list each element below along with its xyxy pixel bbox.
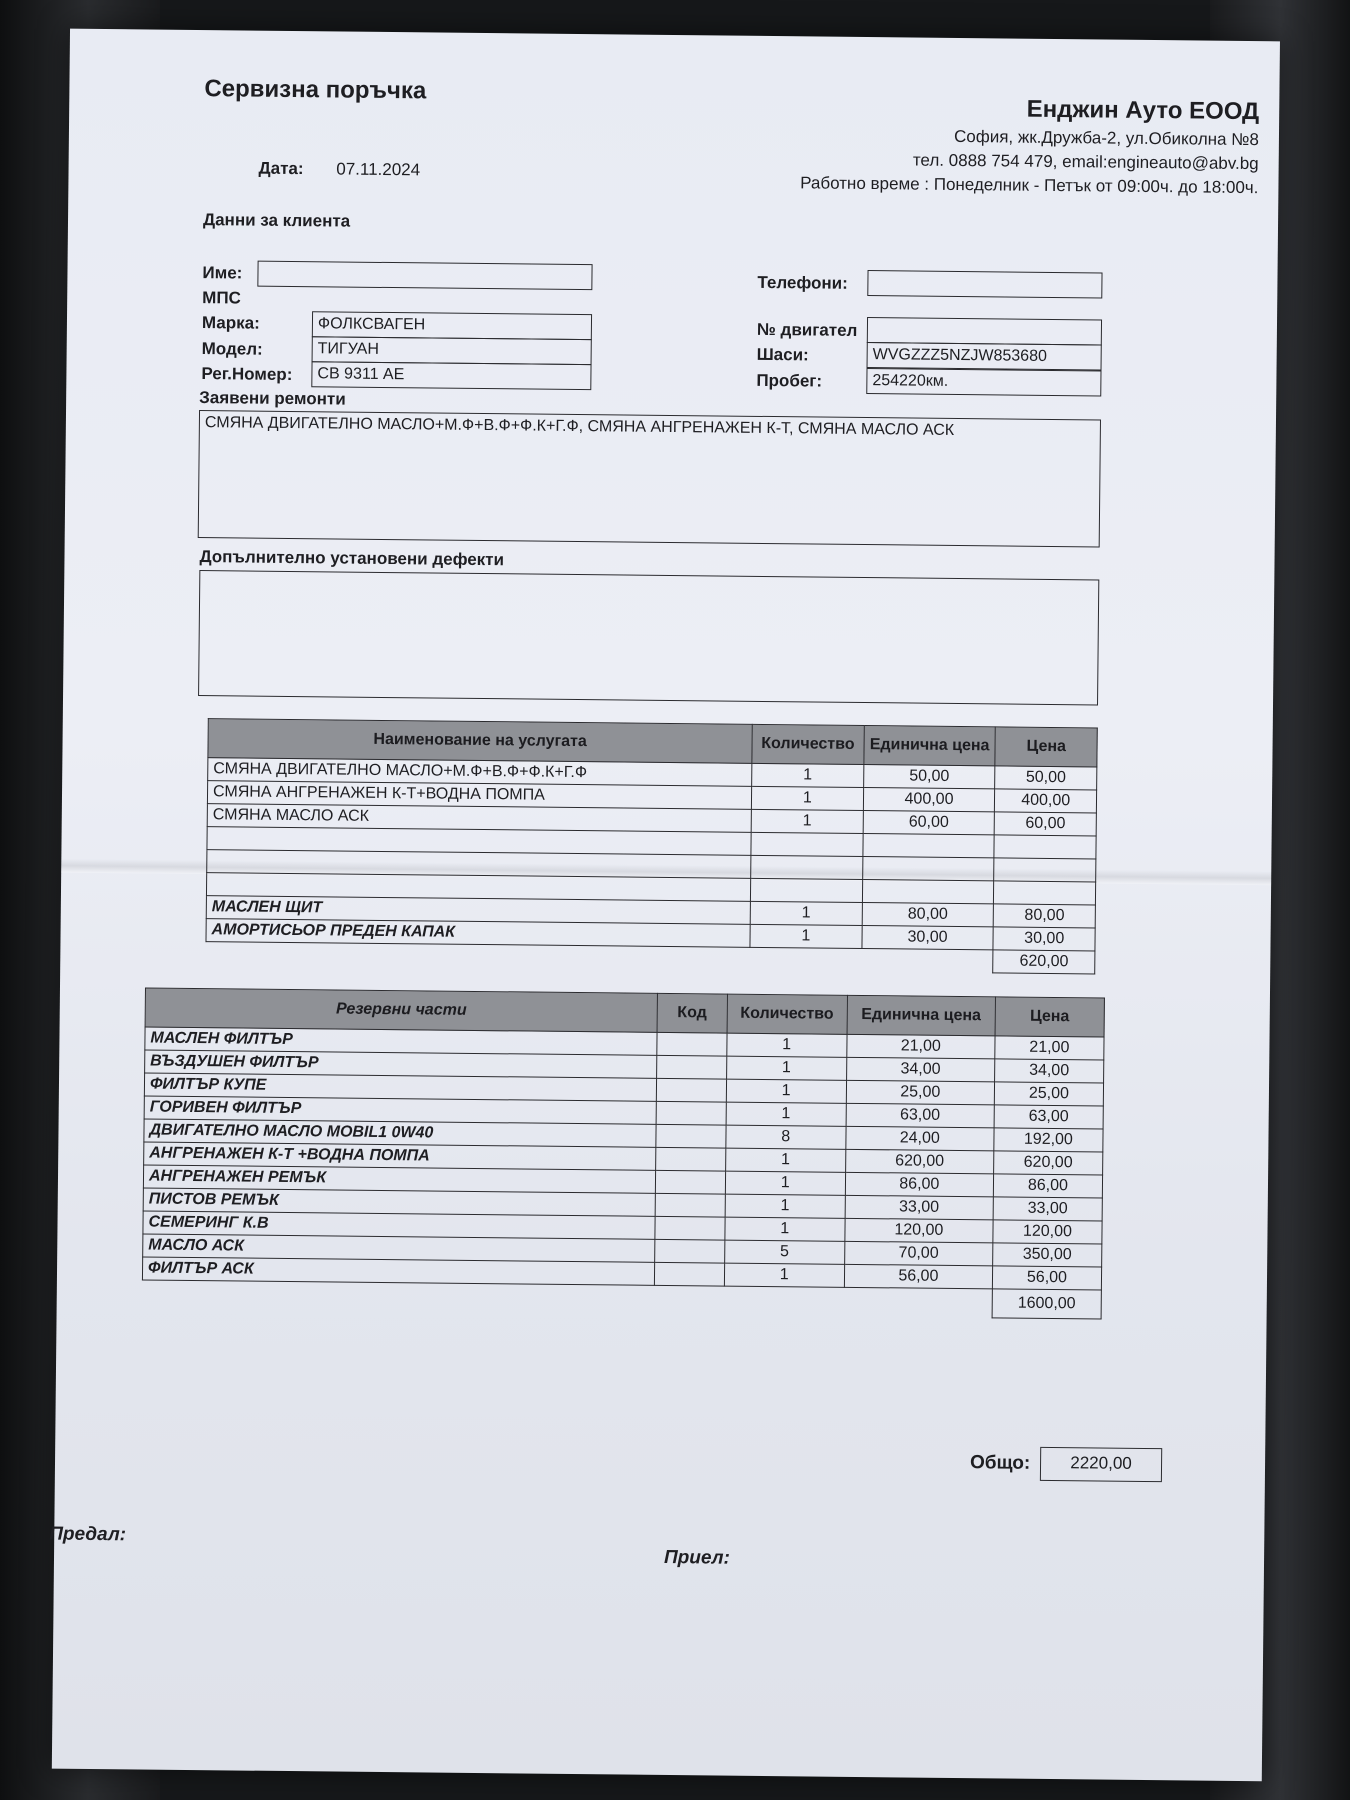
service-qty <box>751 855 863 879</box>
part-code <box>656 1101 726 1125</box>
service-unit-price: 60,00 <box>863 811 995 835</box>
part-qty: 1 <box>724 1263 844 1287</box>
part-name: ДВИГАТЕЛНО МАСЛО MOBIL1 0W40 <box>144 1119 656 1147</box>
service-name: МАСЛЕН ЩИТ <box>206 896 750 925</box>
service-qty: 1 <box>751 786 863 810</box>
part-code <box>657 1032 727 1056</box>
engine-label: № двигател <box>756 319 858 340</box>
company-contacts: тел. 0888 754 479, email:engineauto@abv.bg <box>912 150 1259 174</box>
service-price: 80,00 <box>994 904 1096 928</box>
service-unit-price <box>863 834 995 858</box>
service-qty <box>751 832 863 856</box>
services-total: 620,00 <box>993 950 1095 974</box>
part-price: 25,00 <box>994 1082 1103 1106</box>
defects-text[interactable] <box>198 570 1099 705</box>
phones-field[interactable] <box>867 270 1102 298</box>
part-price: 63,00 <box>994 1105 1103 1129</box>
part-name: СЕМЕРИНГ К.В <box>143 1211 655 1239</box>
service-price <box>994 881 1096 905</box>
model-field[interactable]: ТИГУАН <box>312 336 592 365</box>
client-section-title: Данни за клиента <box>202 210 351 231</box>
service-unit-price <box>862 857 994 881</box>
part-unit-price: 63,00 <box>846 1103 994 1128</box>
service-qty: 1 <box>750 924 862 948</box>
parts-header-name: Резервни части <box>145 988 657 1032</box>
service-price: 30,00 <box>993 927 1095 951</box>
part-qty: 1 <box>726 1079 846 1103</box>
part-unit-price: 70,00 <box>844 1241 992 1266</box>
repairs-title: Заявени ремонти <box>199 388 346 409</box>
part-qty: 1 <box>726 1033 846 1057</box>
received-by-label: Приел: <box>663 1546 730 1569</box>
part-qty: 5 <box>724 1240 844 1264</box>
chassis-label: Шаси: <box>756 344 809 365</box>
service-name: СМЯНА АНГРЕНАЖЕН К-Т+ВОДНА ПОМПА <box>207 781 751 810</box>
part-unit-price: 56,00 <box>844 1264 992 1289</box>
parts-total: 1600,00 <box>992 1289 1101 1319</box>
part-name: ГОРИВЕН ФИЛТЪР <box>144 1096 656 1124</box>
part-unit-price: 24,00 <box>846 1126 994 1151</box>
grand-total-value: 2220,00 <box>1040 1447 1162 1482</box>
part-qty: 1 <box>726 1102 846 1126</box>
part-code <box>657 1055 727 1079</box>
grand-total-label: Общо: <box>969 1452 1031 1474</box>
chassis-field[interactable]: WVGZZZ5NZJW853680 <box>867 342 1102 370</box>
part-code <box>655 1216 725 1240</box>
part-name: МАСЛО АСК <box>143 1234 655 1262</box>
service-qty: 1 <box>752 763 864 787</box>
part-unit-price: 21,00 <box>847 1034 995 1059</box>
part-price: 86,00 <box>993 1174 1102 1198</box>
part-price: 21,00 <box>995 1036 1104 1060</box>
service-unit-price: 30,00 <box>862 926 994 950</box>
part-price: 34,00 <box>994 1059 1103 1083</box>
date-label: Дата: <box>258 158 304 179</box>
part-code <box>656 1147 726 1171</box>
services-header-unit: Единична цена <box>864 726 996 766</box>
parts-header-price: Цена <box>995 997 1104 1037</box>
part-price: 620,00 <box>994 1151 1103 1175</box>
make-field[interactable]: ФОЛКСВАГЕН <box>312 311 592 340</box>
service-unit-price: 80,00 <box>862 903 994 927</box>
name-field[interactable] <box>257 261 592 291</box>
part-qty: 8 <box>725 1125 845 1149</box>
part-price: 120,00 <box>993 1220 1102 1244</box>
part-name: АНГРЕНАЖЕН РЕМЪК <box>143 1165 655 1193</box>
part-code <box>655 1170 725 1194</box>
date-row <box>258 159 420 181</box>
part-qty: 1 <box>726 1056 846 1080</box>
service-qty <box>750 878 862 902</box>
services-table <box>205 718 1098 974</box>
services-header-qty: Количество <box>752 724 864 764</box>
service-price <box>994 858 1096 882</box>
document-title: Сервизна поръчка <box>204 75 427 105</box>
part-code <box>655 1193 725 1217</box>
service-name: СМЯНА ДВИГАТЕЛНО МАСЛО+М.Ф+В.Ф+Ф.К+Г.Ф <box>208 758 752 787</box>
date-value: 07.11.2024 <box>336 159 421 180</box>
part-qty: 1 <box>725 1171 845 1195</box>
part-qty: 1 <box>725 1217 845 1241</box>
part-price: 192,00 <box>994 1128 1103 1152</box>
service-price <box>994 835 1096 859</box>
reg-label: Рег.Номер: <box>201 364 293 385</box>
company-address: София, жк.Дружба-2, ул.Обиколна №8 <box>953 126 1260 150</box>
part-name: МАСЛЕН ФИЛТЪР <box>145 1027 657 1055</box>
service-unit-price: 50,00 <box>863 765 995 789</box>
part-unit-price: 25,00 <box>846 1080 994 1105</box>
part-code <box>655 1239 725 1263</box>
part-unit-price: 34,00 <box>846 1057 994 1082</box>
service-price: 50,00 <box>995 766 1097 790</box>
name-label: Име: <box>202 263 243 283</box>
part-name: ВЪЗДУШЕН ФИЛТЪР <box>145 1050 657 1078</box>
parts-table <box>142 988 1105 1320</box>
phones-label: Телефони: <box>757 272 848 293</box>
part-name: ПИСТОВ РЕМЪК <box>143 1188 655 1216</box>
service-price: 60,00 <box>995 812 1097 836</box>
part-name: ФИЛТЪР АСК <box>142 1257 654 1285</box>
service-unit-price <box>862 880 994 904</box>
part-price: 350,00 <box>993 1243 1102 1267</box>
part-price: 56,00 <box>992 1266 1101 1290</box>
parts-header-unit: Единична цена <box>847 995 995 1036</box>
service-name: СМЯНА МАСЛО АСК <box>207 804 751 833</box>
parts-header-code: Код <box>657 993 727 1033</box>
part-unit-price: 33,00 <box>845 1195 993 1220</box>
part-qty: 1 <box>725 1148 845 1172</box>
parts-header-qty: Количество <box>727 994 848 1034</box>
part-unit-price: 120,00 <box>845 1218 993 1243</box>
engine-field[interactable] <box>867 317 1102 345</box>
company-name: Енджин Ауто ЕООД <box>1026 95 1260 126</box>
vehicle-label: МПС <box>202 288 241 308</box>
company-hours: Работно време : Понеделник - Петък от 09:00ч. до 18:00ч. <box>800 173 1259 198</box>
part-price: 33,00 <box>993 1197 1102 1221</box>
service-qty: 1 <box>750 901 862 925</box>
services-header-name: Наименование на услугата <box>208 719 752 764</box>
part-code <box>656 1078 726 1102</box>
part-code <box>654 1262 724 1286</box>
service-qty: 1 <box>751 809 863 833</box>
company-info <box>800 91 1259 200</box>
make-label: Марка: <box>201 313 260 333</box>
defects-title: Допълнително установени дефекти <box>199 547 505 570</box>
model-label: Модел: <box>201 339 263 359</box>
service-name: АМОРТИСЬОР ПРЕДЕН КАПАК <box>206 919 750 948</box>
part-unit-price: 620,00 <box>845 1149 993 1174</box>
service-unit-price: 400,00 <box>863 788 995 812</box>
handed-by-label: Предал: <box>49 1523 127 1546</box>
part-unit-price: 86,00 <box>845 1172 993 1197</box>
part-code <box>656 1124 726 1148</box>
part-name: ФИЛТЪР КУПЕ <box>144 1073 656 1101</box>
repairs-text[interactable]: СМЯНА ДВИГАТЕЛНО МАСЛО+М.Ф+В.Ф+Ф.К+Г.Ф, СМЯНА АНГРЕНАЖЕН К-Т, СМЯНА МАСЛО АСК <box>198 410 1101 547</box>
reg-field[interactable]: СВ 9311 АЕ <box>311 361 591 390</box>
service-order-document <box>49 29 1280 1782</box>
part-qty: 1 <box>725 1194 845 1218</box>
services-header-price: Цена <box>995 727 1097 767</box>
service-price: 400,00 <box>995 789 1097 813</box>
mileage-label: Пробег: <box>756 370 823 391</box>
mileage-field[interactable]: 254220км. <box>866 368 1101 396</box>
part-name: АНГРЕНАЖЕН К-Т +ВОДНА ПОМПА <box>144 1142 656 1170</box>
